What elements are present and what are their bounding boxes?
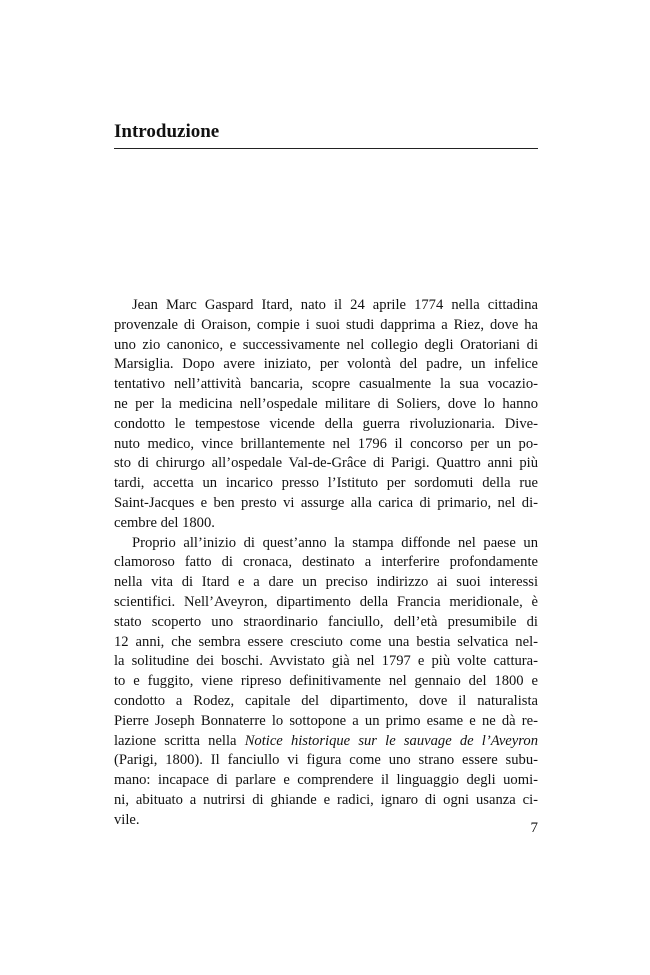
- text-line: cembre del 1800.: [114, 514, 215, 531]
- paragraph-2: [114, 534, 538, 831]
- text-line: Pierre Joseph Bonnaterre lo sottopone a un primo esame e ne dà re-: [114, 712, 538, 729]
- text-line: tentativo nell’attività bancaria, scopre casualmente la sua vocazio-: [114, 376, 538, 393]
- text-line: scientifici. Nell’Aveyron, dipartimento della Francia meridionale, è: [114, 593, 538, 610]
- text-line: Marsiglia. Dopo avere iniziato, per volontà del padre, un infelice: [114, 356, 538, 373]
- text-line-citation: [114, 732, 538, 752]
- cited-work-title: Notice historique sur le sauvage de l’Aveyron: [244, 732, 538, 749]
- text-line: Jean Marc Gaspard Itard, nato il 24 aprile 1774 nella cittadina: [132, 297, 538, 313]
- text-line: ne per la medicina nell’ospedale militare di Soliers, dove lo hanno: [114, 395, 538, 412]
- text-line: sto di chirurgo all’ospedale Val-de-Grâce di Parigi. Quattro anni più: [114, 455, 538, 472]
- text-line: condotto a Rodez, capitale del dipartimento, dove il naturalista: [114, 692, 538, 709]
- text-line: stato scoperto uno straordinario fanciullo, dell’età presumibile di: [114, 613, 538, 630]
- text-line: Proprio all’inizio di quest’anno la stampa diffonde nel paese un: [132, 534, 538, 551]
- paragraph-1: [114, 296, 538, 534]
- text-line: la solitudine dei boschi. Avvistato già nel 1797 e più volte cattura-: [114, 653, 538, 670]
- text-line: nuto medico, vince brillantemente nel 1796 il concorso per un po-: [114, 435, 538, 452]
- chapter-heading: Introduzione: [114, 120, 538, 149]
- text-line: tardi, accetta un incarico presso l’Istituto per sordomuti della rue: [114, 475, 538, 492]
- text-line: to e fuggito, viene ripreso definitivamente nel gennaio del 1800 e: [114, 673, 538, 690]
- text-line: vile.: [114, 811, 140, 828]
- text-line: (Parigi, 1800). Il fanciullo vi figura come uno strano essere subu-: [114, 752, 538, 769]
- text-line: uno zio canonico, e successivamente nel collegio degli Oratoriani di: [114, 336, 538, 353]
- text-line: condotto le tempestose vicende della guerra rivoluzionaria. Dive-: [114, 415, 538, 432]
- text-line: nella vita di Itard e a dare un preciso indirizzo ai suoi interessi: [114, 574, 538, 591]
- text-line: ni, abituato a nutrirsi di ghiande e radici, ignaro di ogni usanza ci-: [114, 791, 538, 808]
- text-line: 12 anni, che sembra essere cresciuto come una bestia selvatica nel-: [114, 633, 538, 650]
- chapter-body: [114, 296, 538, 831]
- citation-lead: lazione scritta nella: [114, 732, 245, 749]
- text-line: provenzale di Oraison, compie i suoi studi dapprima a Riez, dove ha: [114, 316, 538, 333]
- text-line: clamoroso fatto di cronaca, destinato a interferire profondamente: [114, 554, 538, 571]
- page-number: 7: [530, 820, 538, 836]
- text-line: mano: incapace di parlare e comprendere il linguaggio degli uomi-: [114, 772, 538, 789]
- text-line: Saint-Jacques e ben presto vi assurge alla carica di primario, nel di-: [114, 494, 538, 511]
